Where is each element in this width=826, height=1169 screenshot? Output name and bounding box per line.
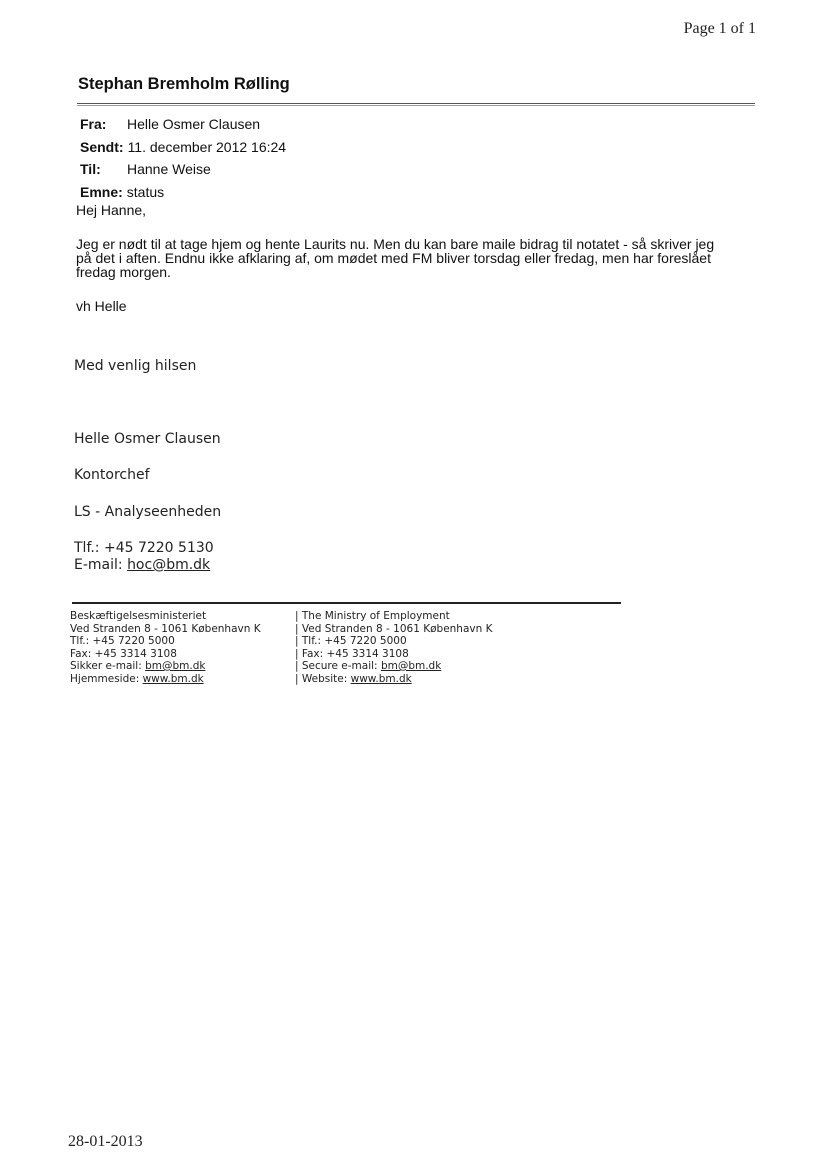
header-divider (77, 103, 755, 104)
footer-left-line-2: Ved Stranden 8 - 1061 København K (70, 622, 261, 635)
email-body (76, 203, 736, 313)
to-label: Til: (80, 161, 101, 177)
subject-label: Emne: (80, 183, 123, 200)
sent-row (80, 136, 286, 159)
footer-right-line-2: | Ved Stranden 8 - 1061 København K (295, 622, 493, 635)
footer-left-line-1: Beskæftigelsesministeriet (70, 610, 207, 622)
footer-left-website-link[interactable]: www.bm.dk (142, 672, 204, 685)
print-date: 28-01-2013 (68, 1133, 143, 1150)
body-greeting: Hej Hanne, (76, 202, 147, 218)
signature-title: Kontorchef (74, 467, 150, 483)
page-number: Page 1 of 1 (683, 20, 756, 37)
from-row (80, 113, 286, 136)
subject-row (80, 181, 286, 204)
footer-divider (72, 602, 621, 604)
footer-left-website-line (70, 673, 261, 686)
from-label: Fra: (80, 116, 107, 132)
signature-email-label: E-mail: (74, 557, 128, 573)
footer-left-secure-email-line (70, 660, 261, 673)
footer-left-line-4: Fax: +45 3314 3108 (70, 647, 177, 660)
signature-name: Helle Osmer Clausen (74, 431, 221, 447)
signature-unit: LS - Analyseenheden (74, 504, 222, 520)
header-divider-shadow (77, 105, 755, 106)
signature-email-line (74, 557, 210, 573)
sent-label: Sendt: (80, 138, 124, 155)
from-value: Helle Osmer Clausen (127, 116, 261, 132)
signature-phone: Tlf.: +45 7220 5130 (74, 540, 214, 556)
footer-right-secure-email-link[interactable]: bm@bm.dk (380, 660, 442, 672)
subject-value: status (126, 183, 165, 200)
body-line-3: fredag morgen. (76, 264, 171, 280)
footer-left-web-label: Hjemmeside: (70, 672, 143, 685)
sent-value: 11. december 2012 16:24 (127, 138, 287, 155)
footer-right-line-1: | The Ministry of Employment (295, 610, 450, 622)
email-header (80, 113, 286, 203)
signature-salutation: Med venlig hilsen (74, 358, 197, 374)
footer-right-line-3: | Tlf.: +45 7220 5000 (295, 635, 407, 647)
footer-right-website-line (295, 673, 493, 686)
footer-english (295, 610, 493, 685)
to-row (80, 158, 286, 181)
body-closing: vh Helle (76, 298, 127, 314)
mailbox-owner-name: Stephan Bremholm Rølling (78, 75, 290, 93)
footer-left-secure-email-link[interactable]: bm@bm.dk (145, 660, 206, 672)
signature-email-link[interactable]: hoc@bm.dk (127, 557, 211, 573)
footer-right-web-label: | Website: (295, 672, 351, 685)
footer-left-secure-label: Sikker e-mail: (70, 660, 146, 672)
footer-right-website-link[interactable]: www.bm.dk (350, 672, 412, 685)
body-line-2: på det i aften. Endnu ikke afklaring af, om mødet med FM bliver torsdag eller fredag, men har foreslået (76, 250, 711, 266)
body-line-1: Jeg er nødt til at tage hjem og hente Laurits nu. Men du kan bare maile bidrag til notatet - så skriver jeg (76, 236, 715, 252)
footer-right-secure-email-line (295, 660, 493, 673)
footer-right-line-4: | Fax: +45 3314 3108 (295, 647, 409, 660)
footer-right-secure-label: | Secure e-mail: (295, 660, 381, 672)
footer-left-line-3: Tlf.: +45 7220 5000 (70, 635, 175, 647)
footer-danish (70, 610, 261, 685)
to-value: Hanne Weise (127, 161, 211, 177)
